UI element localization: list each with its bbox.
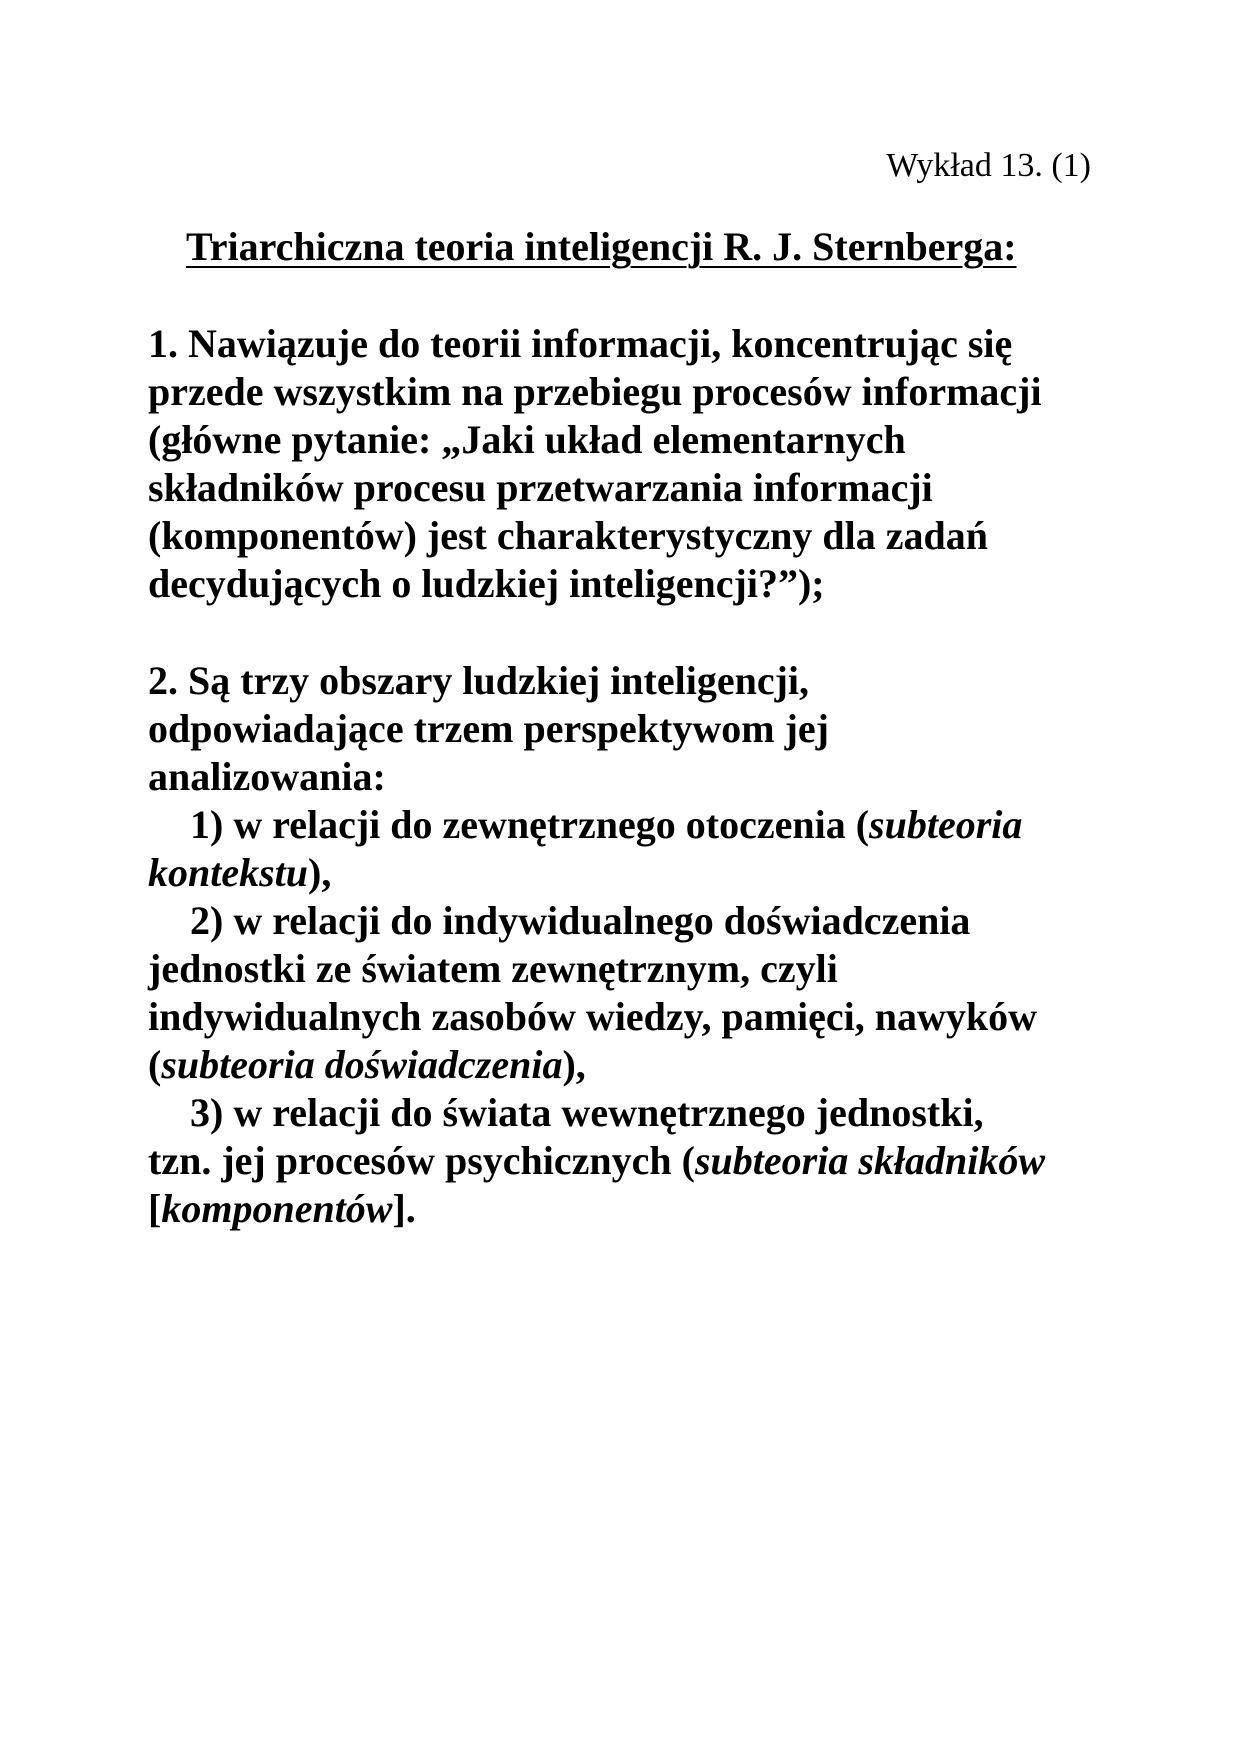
subpoint-1-italic: subteoria bbox=[869, 802, 1023, 847]
subpoint-1-text: ), bbox=[308, 850, 332, 895]
subpoint-1-line bbox=[148, 849, 1098, 897]
subpoint-3-text: ]. bbox=[392, 1186, 416, 1231]
point-1-line: decydujących o ludzkiej inteligencji?”); bbox=[148, 561, 825, 606]
subpoint-2-line bbox=[148, 1041, 1098, 1089]
point-1-line: składników procesu przetwarzania informacji bbox=[148, 465, 933, 510]
point-2-paragraph bbox=[148, 657, 1098, 1233]
subpoint-2-italic: subteoria doświadczenia bbox=[161, 1042, 563, 1087]
subpoint-2-text: ), bbox=[562, 1042, 586, 1087]
point-2-line: odpowiadające trzem perspektywom jej bbox=[148, 706, 829, 751]
subpoint-3-italic: komponentów bbox=[161, 1186, 393, 1231]
point-1-line: 1. Nawiązuje do teorii informacji, koncentrując się bbox=[148, 321, 1013, 366]
point-1-line: (komponentów) jest charakterystyczny dla zadań bbox=[148, 513, 988, 558]
subpoint-2-line: jednostki ze światem zewnętrznym, czyli bbox=[148, 946, 838, 991]
subpoint-3-line bbox=[148, 1137, 1098, 1185]
point-2-line: 2. Są trzy obszary ludzkiej inteligencji, bbox=[148, 658, 810, 703]
lecture-number-header: Wykład 13. (1) bbox=[886, 147, 1091, 184]
subpoint-3-text: tzn. jej procesów psychicznych ( bbox=[148, 1138, 695, 1183]
document-title: Triarchiczna teoria inteligencji R. J. Sternberga: bbox=[186, 224, 1017, 269]
point-2-line: analizowania: bbox=[148, 754, 386, 799]
subpoint-1-italic: kontekstu bbox=[148, 850, 309, 895]
subpoint-2-text: ( bbox=[148, 1042, 162, 1087]
point-1-line: (główne pytanie: „Jaki układ elementarnych bbox=[148, 417, 906, 462]
subpoint-3-line: 3) w relacji do świata wewnętrznego jednostki, bbox=[190, 1090, 984, 1135]
subpoint-3-line bbox=[148, 1185, 1098, 1233]
point-1-paragraph bbox=[148, 320, 1098, 608]
subpoint-2-line: indywidualnych zasobów wiedzy, pamięci, nawyków bbox=[148, 994, 1038, 1039]
subpoint-2-line: 2) w relacji do indywidualnego doświadczenia bbox=[190, 898, 971, 943]
subpoint-3-italic: subteoria składników bbox=[694, 1138, 1046, 1183]
point-1-line: przede wszystkim na przebiegu procesów informacji bbox=[148, 369, 1042, 414]
subpoint-1-line bbox=[148, 801, 1098, 849]
subpoint-1-text: 1) w relacji do zewnętrznego otoczenia ( bbox=[190, 802, 870, 847]
subpoint-3-text: [ bbox=[148, 1186, 162, 1231]
